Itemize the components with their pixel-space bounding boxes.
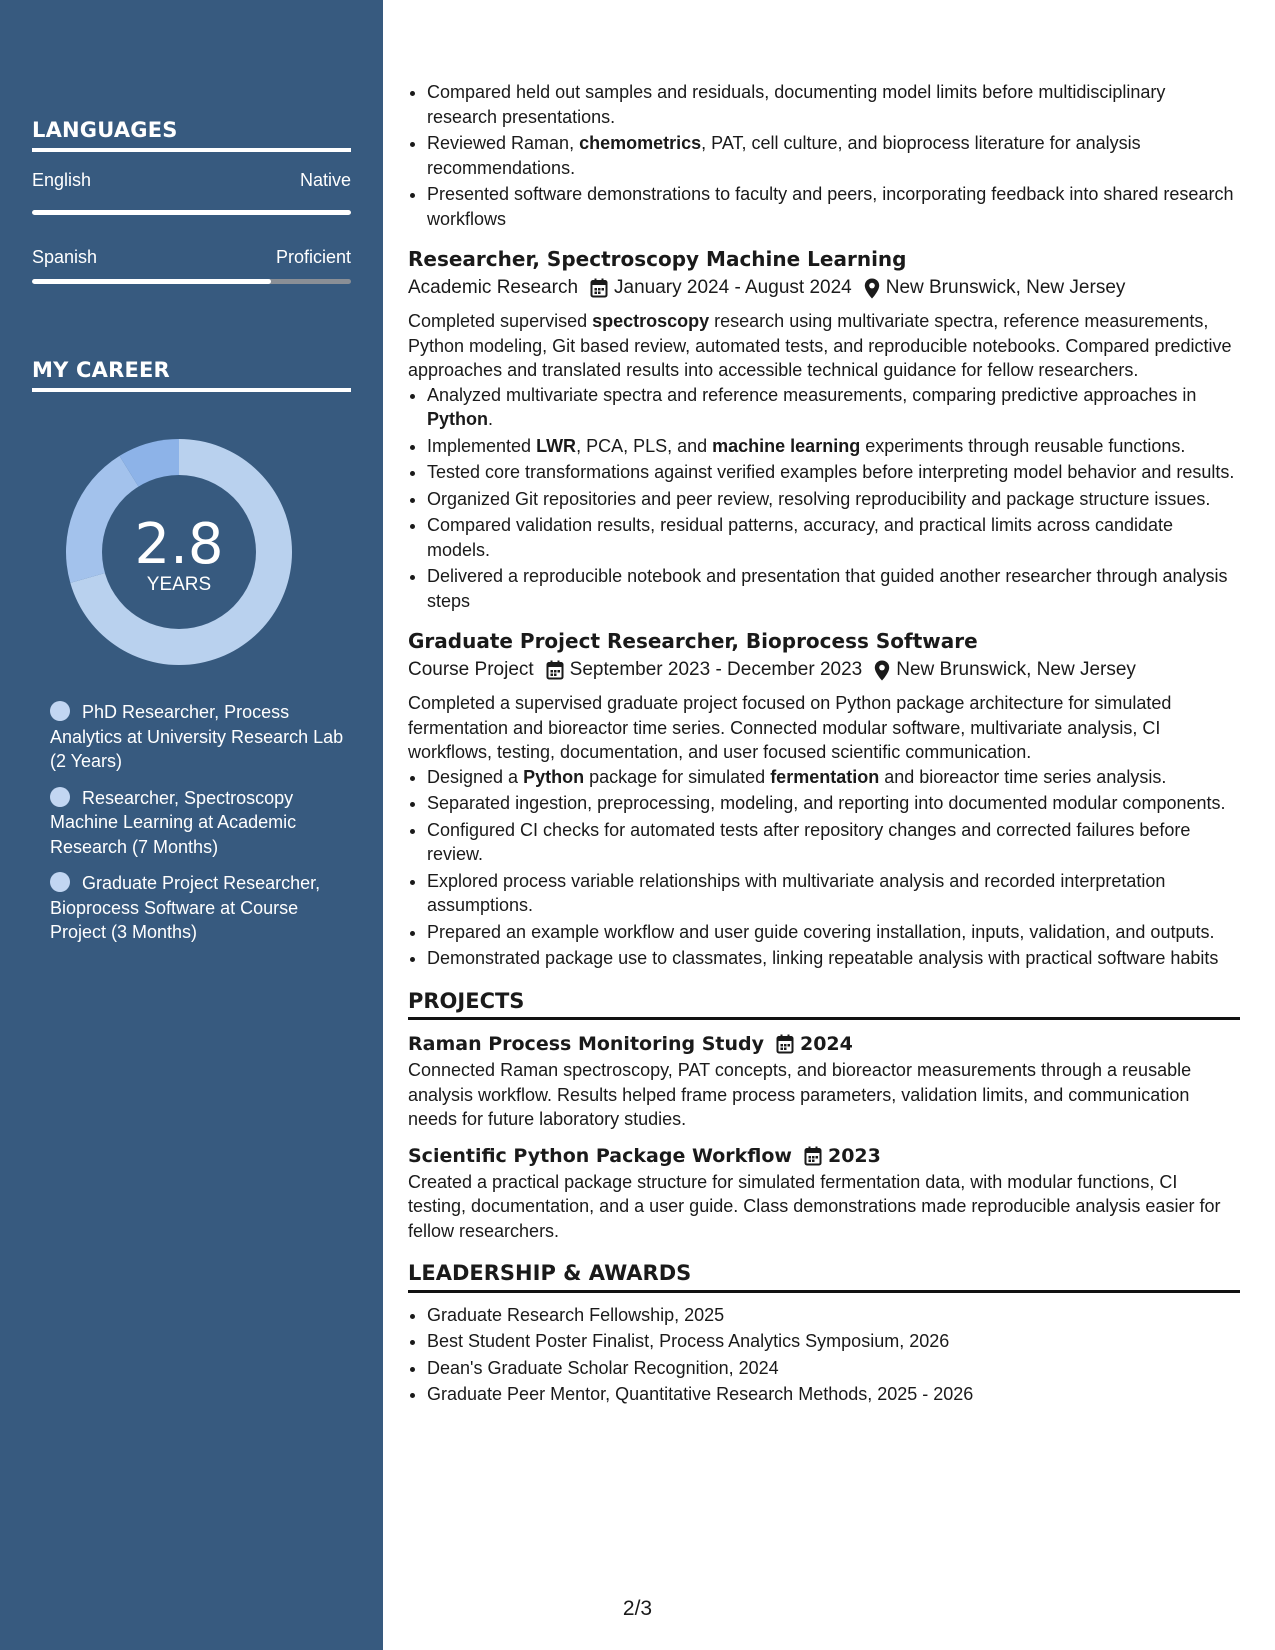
bullet-item: • Analyzed multivariate spectra and reference measurements, comparing predictive approaches in Python.	[427, 383, 1240, 432]
language-name: Spanish	[32, 247, 98, 267]
awards-list	[408, 1303, 1240, 1407]
calendar-icon	[590, 278, 608, 298]
job-bullets	[408, 383, 1240, 614]
career-list	[50, 700, 350, 957]
career-donut-chart	[66, 439, 292, 665]
sidebar	[0, 0, 383, 1650]
bullet-item: • Compared held out samples and residuals, documenting model limits before multidisciplinary research presentations.	[427, 80, 1240, 129]
location-pin-icon	[864, 278, 880, 299]
language-level: Native	[299, 170, 351, 190]
bullet-item: • Reviewed Raman, chemometrics, PAT, cell culture, and bioprocess literature for analysis recommendations.	[427, 131, 1240, 180]
bullet-item: • Tested core transformations against verified examples before interpreting model behavior and results.	[427, 460, 1240, 485]
location-pin-icon	[874, 660, 890, 681]
job-org: Academic Research	[408, 277, 579, 298]
bullet-item: • Presented software demonstrations to faculty and peers, incorporating feedback into shared research workflows	[427, 182, 1240, 231]
page-number: 2/3	[622, 1597, 653, 1620]
job-dates: January 2024 - August 2024	[614, 277, 852, 298]
project-year: 2023	[827, 1144, 881, 1167]
project-title: Scientific Python Package Workflow	[408, 1144, 792, 1167]
bullet-item: • Implemented LWR, PCA, PLS, and machine learning experiments through reusable functions.	[427, 434, 1240, 459]
career-item: Graduate Project Researcher, Bioprocess Software at Course Project (3 Months)	[50, 873, 321, 942]
bullet-item: • Demonstrated package use to classmates, linking repeatable analysis with practical software habits	[427, 946, 1240, 971]
language-level: Proficient	[275, 247, 351, 267]
project-title-row	[408, 1030, 1240, 1058]
job-org: Course Project	[408, 659, 534, 680]
bullet-item: • Designed a Python package for simulated fermentation and bioreactor time series analysis.	[427, 765, 1240, 790]
project-year: 2024	[799, 1033, 853, 1055]
award-item: • Dean's Graduate Scholar Recognition, 2024	[427, 1356, 1240, 1381]
bullet-item: • Organized Git repositories and peer review, resolving reproducibility and package structure issues.	[427, 487, 1240, 512]
job-location: New Brunswick, New Jersey	[885, 277, 1126, 298]
calendar-icon	[804, 1146, 822, 1166]
career-item: PhD Researcher, Process Analytics at University Research Lab (2 Years)	[50, 702, 344, 771]
job-description: Completed a supervised graduate project focused on Python package architecture for simulated fermentation and bioreactor time series. Connected modular software, multivariate analysis, CI workflows, testing, documentation, and user focused scientific communication.	[408, 693, 1172, 762]
job-entry	[408, 245, 1240, 613]
bullet-item: • Separated ingestion, preprocessing, modeling, and reporting into documented modular components.	[427, 791, 1240, 816]
job-title: Researcher, Spectroscopy Machine Learning	[408, 247, 907, 271]
language-row-spanish	[32, 247, 351, 268]
award-item: • Best Student Poster Finalist, Process Analytics Symposium, 2026	[427, 1329, 1240, 1354]
career-heading: MY CAREER	[32, 358, 351, 392]
language-bar-fill	[32, 279, 271, 284]
career-item: Researcher, Spectroscopy Machine Learning at Academic Research (7 Months)	[50, 787, 297, 857]
bullet-item: • Explored process variable relationships with multivariate analysis and recorded interpretation assumptions.	[427, 869, 1240, 918]
carryover-bullets	[408, 80, 1240, 231]
job-meta	[408, 273, 1240, 303]
job-location: New Brunswick, New Jersey	[896, 659, 1136, 680]
job-description: Completed supervised spectroscopy research using multivariate spectra, reference measurements, Python modeling, Git based review, automated tests, and reproducible notebooks. Compared predictive approaches and translated results into accessible technical guidance for fellow researchers.	[408, 311, 1232, 380]
career-total-value: 2.8	[134, 512, 224, 577]
award-item: • Graduate Research Fellowship, 2025	[427, 1303, 1240, 1328]
career-total-unit: YEARS	[146, 574, 212, 595]
bullet-item: • Delivered a reproducible notebook and presentation that guided another researcher through analysis steps	[427, 564, 1240, 613]
job-dates: September 2023 - December 2023	[569, 659, 863, 680]
project-entry	[408, 1030, 1240, 1132]
bullet-item: • Prepared an example workflow and user guide covering installation, inputs, validation, and outputs.	[427, 920, 1240, 945]
project-description: Created a practical package structure for simulated fermentation data, with modular functions, CI testing, documentation, and a user guide. Class demonstrations made reproducible analysis easier for fellow researchers.	[408, 1171, 1221, 1241]
calendar-icon	[546, 660, 564, 680]
bullet-item: • Compared validation results, residual patterns, accuracy, and practical limits across candidate models.	[427, 513, 1240, 562]
language-bar-spanish	[32, 279, 351, 284]
job-entry	[408, 627, 1240, 971]
bullet-dot-icon	[50, 872, 70, 892]
job-title: Graduate Project Researcher, Bioprocess Software	[408, 629, 978, 653]
language-row-english	[32, 170, 351, 191]
job-meta	[408, 655, 1240, 685]
language-bar-english	[32, 210, 351, 215]
bullet-item: • Configured CI checks for automated tests after repository changes and corrected failures before review.	[427, 818, 1240, 867]
language-bar-fill	[32, 210, 351, 215]
project-title-row	[408, 1142, 1240, 1170]
project-entry	[408, 1142, 1240, 1244]
project-title: Raman Process Monitoring Study	[408, 1033, 764, 1055]
language-name: English	[32, 170, 92, 190]
main-content	[408, 80, 1240, 1409]
languages-heading: LANGUAGES	[32, 118, 351, 152]
project-description: Connected Raman spectroscopy, PAT concepts, and bioreactor measurements through a reusable analysis workflow. Results helped frame process parameters, validation limits, and communication needs for future laboratory studies.	[408, 1060, 1192, 1129]
projects-heading: PROJECTS	[408, 989, 1240, 1021]
calendar-icon	[776, 1034, 794, 1054]
bullet-dot-icon	[50, 701, 70, 721]
awards-heading: LEADERSHIP & AWARDS	[408, 1261, 1240, 1293]
award-item: • Graduate Peer Mentor, Quantitative Research Methods, 2025 - 2026	[427, 1382, 1240, 1407]
job-bullets	[408, 765, 1240, 971]
bullet-dot-icon	[50, 787, 70, 807]
